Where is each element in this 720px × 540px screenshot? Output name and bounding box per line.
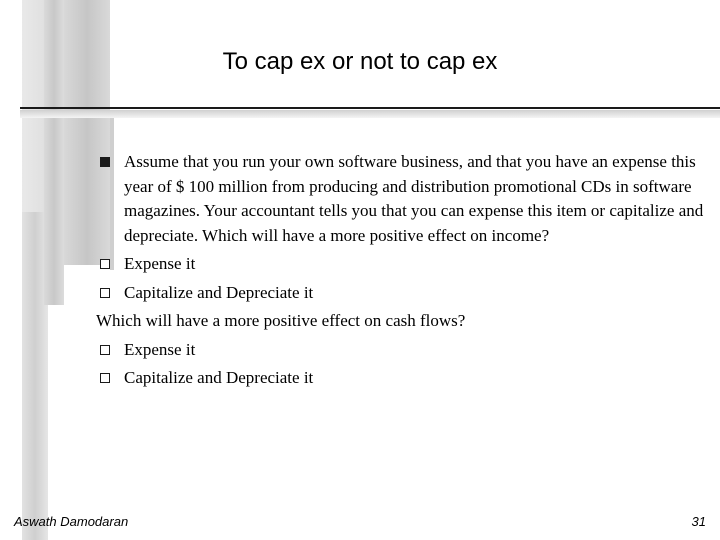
bullet-item [96,150,706,248]
bullet-item [96,281,706,306]
question-line [96,309,706,334]
question-text: Which will have a more positive effect on cash flows? [96,311,466,330]
page-number: 31 [691,514,706,529]
bullet-text: Capitalize and Depreciate it [124,368,314,387]
slide-title: To cap ex or not to cap ex [222,48,498,75]
decorative-bar [44,0,64,305]
hollow-square-bullet-icon [100,373,110,383]
bullet-text: Capitalize and Depreciate it [124,282,314,302]
hollow-square-bullet-icon [100,288,110,298]
title-rule-shadow [20,110,720,118]
square-bullet-icon [100,157,110,167]
hollow-square-bullet-icon [100,345,110,355]
bullet-text: Expense it [124,254,196,273]
slide-body [96,150,706,395]
footer-author: Aswath Damodaran [14,514,129,529]
title-rule [20,107,720,109]
hollow-square-bullet-icon [100,259,110,269]
bullet-text: Assume that you run your own software business, and that you have an expense this year of $ 100 million from producing and distribution promotional CDs in software magazines. Your accountant tells you that you can expense this item or capitalize and depreciate. Which will have a more positive effect on income? [124,152,704,245]
bullet-text: Expense it [124,339,196,359]
bullet-item [96,338,706,363]
bullet-item [96,366,706,391]
bullet-item [96,252,706,277]
